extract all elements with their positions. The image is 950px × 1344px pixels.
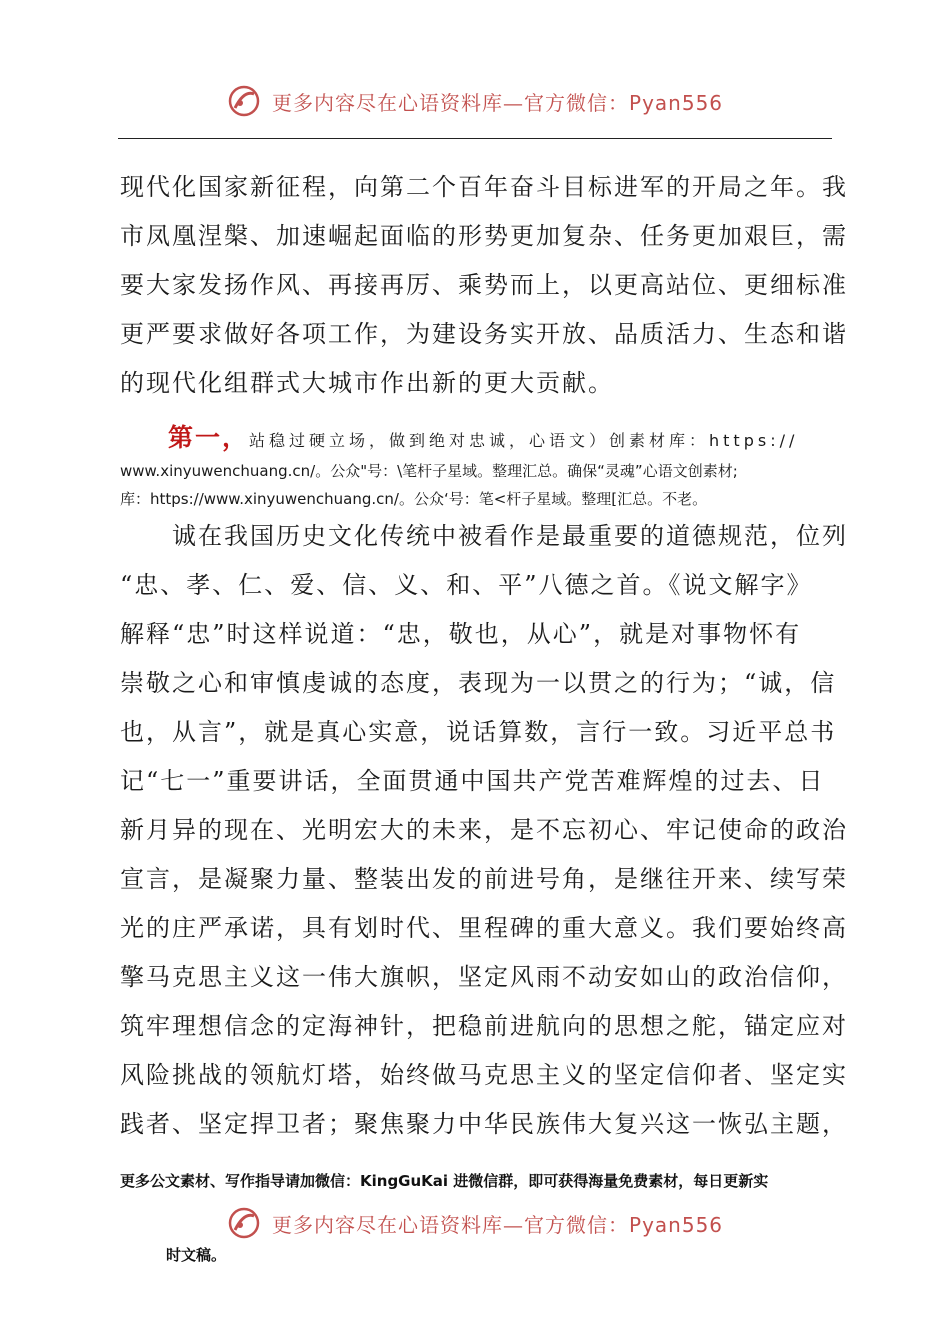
section-heading-rest: 站稳过硬立场，做到绝对忠诚，心语文）创素材库：https:// [249,431,799,450]
text-line: 现代化国家新征程，向第二个百年奋斗目标进军的开局之年。我 [120,173,848,201]
text-line: 更严要求做好各项工作，为建设务实开放、品质活力、生态和谐 [120,320,848,348]
text-line: 擎马克思主义这一伟大旗帜，坚定风雨不动安如山的政治信仰， [120,963,848,991]
text-line: 宣言，是凝聚力量、整装出发的前进号角，是继往开来、续写荣 [120,865,848,893]
text-line: 也，从言”，就是真心实意，说话算数，言行一致。习近平总书 [120,718,837,746]
watermark-text-line: www.xinyuwenchuang.cn/。公众"号：\笔杆子星域。整理汇总。确保“灵魂”心语文创素材; [120,462,738,480]
text-line: 记“七一”重要讲话，全面贯通中国共产党苦难辉煌的过去、日 [120,767,825,795]
header-divider [118,138,832,139]
footer-tail: 时文稿。 [166,1246,227,1264]
text-line: 风险挑战的领航灯塔，始终做马克思主义的坚定信仰者、坚定实 [120,1061,848,1089]
paragraph-loyalty [120,512,848,1149]
text-line: 的现代化组群式大城市作出新的更大贡献。 [120,369,614,397]
banner-text: 更多内容尽在心语资料库—官方微信：Pyan556 [272,1212,724,1237]
footer-banner [0,1206,950,1246]
footer-note: 更多公文素材、写作指导请加微信：KingGuKai 进微信群，即可获得海量免费素材，每日更新实 [120,1172,769,1190]
header-banner [0,84,950,124]
text-line: 解释“忠”时这样说道：“忠，敬也，从心”，就是对事物怀有 [120,620,802,648]
text-line: 新月异的现在、光明宏大的未来，是不忘初心、牢记使命的政治 [120,816,848,844]
brush-logo-icon [227,84,261,118]
brush-logo-icon [227,1206,261,1240]
text-line: 崇敬之心和审慎虔诚的态度，表现为一以贯之的行为；“诚，信 [120,669,837,697]
text-line: 光的庄严承诺，具有划时代、里程碑的重大意义。我们要始终高 [120,914,848,942]
text-line: 诚在我国历史文化传统中被看作是最重要的道德规范，位列 [120,522,848,550]
text-line: 要大家发扬作风、再接再厉、乘势而上，以更高站位、更细标准 [120,271,848,299]
text-line: 筑牢理想信念的定海神针，把稳前进航向的思想之舵，锚定应对 [120,1012,848,1040]
section-heading-line [120,418,836,454]
text-line: 市凤凰涅槃、加速崛起面临的形势更加复杂、任务更加艰巨，需 [120,222,848,250]
watermark-text-line: 库：https://www.xinyuwenchuang.cn/。公众‘号：笔<杆子星域。整理[汇总。不老。 [120,490,708,508]
paragraph-intro [120,163,848,408]
banner-text: 更多内容尽在心语资料库—官方微信：Pyan556 [272,90,724,115]
text-line: 践者、坚定捍卫者；聚焦聚力中华民族伟大复兴这一恢弘主题， [120,1110,848,1138]
text-line: “忠、孝、仁、爱、信、义、和、平”八德之首。《说文解字》 [120,571,813,599]
section-heading: 第一， [168,423,250,452]
